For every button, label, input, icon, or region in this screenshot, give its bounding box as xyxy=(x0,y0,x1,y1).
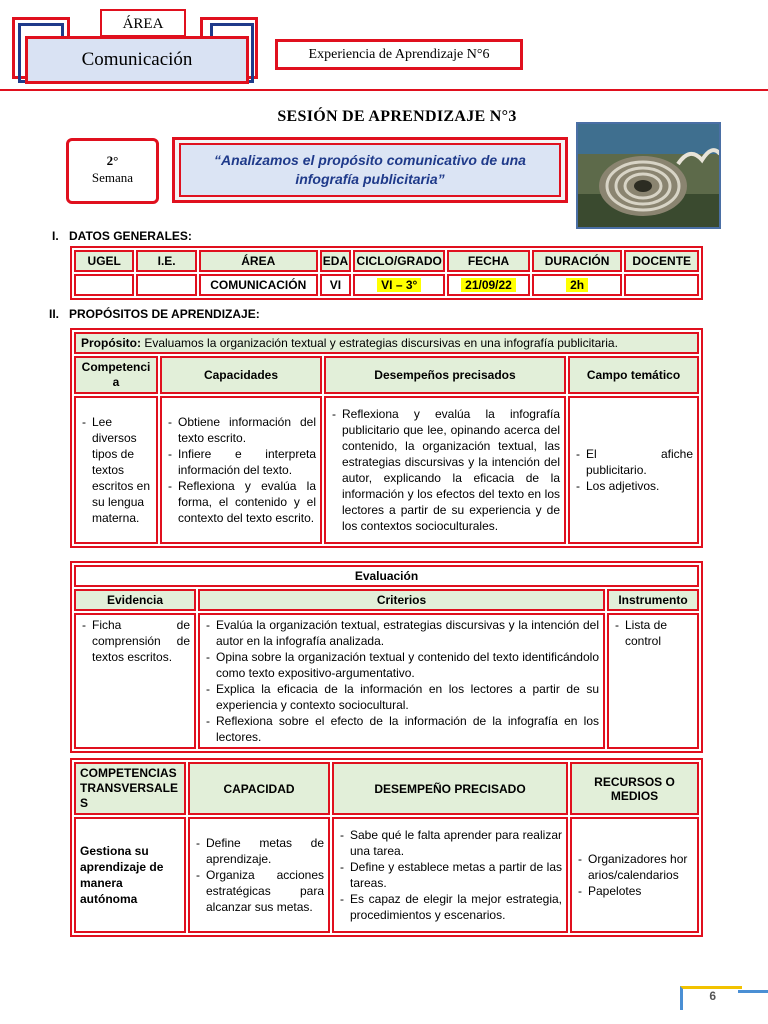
header-cell xyxy=(74,762,186,815)
list-item: - Sabe qué le falta aprender para realizar una tarea. xyxy=(338,827,562,859)
table-header-row xyxy=(74,250,699,272)
infographic-image xyxy=(576,122,721,229)
header-cell: ÁREA xyxy=(199,250,318,272)
table-row xyxy=(74,817,699,933)
area-name: Comunicación xyxy=(25,36,249,84)
header-text: Competencia xyxy=(81,360,151,389)
ugel-value xyxy=(74,274,134,296)
list-item: - Explica la eficacia de la información en los lectores a partir de su experiencia y contexto sociocultural. xyxy=(204,681,599,713)
header-divider xyxy=(0,89,768,91)
list-item: - Es capaz de elegir la mejor estrategia, procedimientos y escenarios. xyxy=(338,891,562,923)
header-cell: Criterios xyxy=(198,589,605,611)
header-cell: UGEL xyxy=(74,250,134,272)
list-item: - Define metas de aprendizaje. xyxy=(194,835,324,867)
purpose-label: Propósito: xyxy=(81,336,141,350)
header-cell: Instrumento xyxy=(607,589,699,611)
capacidades-cell xyxy=(160,396,322,544)
table-header-row xyxy=(74,762,699,815)
header-cell: DESEMPEÑO PRECISADO xyxy=(332,762,568,815)
table-row xyxy=(74,274,699,296)
recursos-cell xyxy=(570,817,699,933)
header-cell: CAPACIDAD xyxy=(188,762,330,815)
section-title: DATOS GENERALES: xyxy=(69,229,192,243)
teacher-value xyxy=(624,274,699,296)
purposes-table xyxy=(70,328,703,548)
purpose-cell xyxy=(74,332,699,354)
section-number: I. xyxy=(52,229,59,243)
week-box xyxy=(66,138,159,204)
area-value-text: COMUNICACIÓN xyxy=(210,278,307,292)
eda-value xyxy=(320,274,352,296)
footer-corner-decor xyxy=(738,990,768,1010)
list-item: - Organizadores horarios/calendarios xyxy=(576,851,693,883)
grade-value xyxy=(353,274,445,296)
eda-value-text: VI xyxy=(329,278,342,292)
spiral-picture-icon xyxy=(578,124,721,229)
header-cell: Campo temático xyxy=(568,356,699,394)
area-label: ÁREA xyxy=(100,9,186,37)
header-cell: FECHA xyxy=(447,250,530,272)
capacidad-cell xyxy=(188,817,330,933)
competencia-cell xyxy=(74,396,158,544)
header-cell: RECURSOS O MEDIOS xyxy=(570,762,699,815)
header-cell: DURACIÓN xyxy=(532,250,623,272)
list-item: - Reflexiona y evalúa la forma, el contenido y el contexto del texto escrito. xyxy=(166,478,316,526)
list-item: - Define y establece metas a partir de las tareas. xyxy=(338,859,562,891)
purpose-row xyxy=(74,332,699,354)
general-data-table xyxy=(70,246,703,300)
list-item: - Obtiene información del texto escrito. xyxy=(166,414,316,446)
list-item: - Lista de control xyxy=(613,617,693,649)
evidencia-cell xyxy=(74,613,196,749)
date-value xyxy=(447,274,530,296)
list-item: - Los adjetivos. xyxy=(574,478,693,494)
header-text: COMPETENCIAS TRANSVERSALES xyxy=(80,766,179,810)
section-title: PROPÓSITOS DE APRENDIZAJE: xyxy=(69,307,260,321)
header-cell: CICLO/GRADO xyxy=(353,250,445,272)
date-value-text: 21/09/22 xyxy=(461,278,516,292)
table-header-row xyxy=(74,356,699,394)
list-item: - Papelotes xyxy=(576,883,693,899)
evaluation-table xyxy=(70,561,703,753)
table-header-row xyxy=(74,589,699,611)
purpose-text: Evaluamos la organización textual y estrategias discursivas en una infografía publicitaria. xyxy=(141,336,618,350)
session-topic: “Analizamos el propósito comunicativo de una infografía publicitaria” xyxy=(179,143,561,197)
session-title: SESIÓN DE APRENDIZAJE N°3 xyxy=(277,108,517,125)
transversal-table xyxy=(70,758,703,937)
instrumento-cell xyxy=(607,613,699,749)
duration-value xyxy=(532,274,623,296)
table-row xyxy=(74,396,699,544)
ie-value xyxy=(136,274,196,296)
desempenos-cell xyxy=(324,396,566,544)
evaluation-title-row xyxy=(74,565,699,587)
header-cell: DOCENTE xyxy=(624,250,699,272)
section-number: II. xyxy=(49,307,60,321)
evaluation-title: Evaluación xyxy=(74,565,699,587)
header-cell: I.E. xyxy=(136,250,196,272)
header-cell xyxy=(74,356,158,394)
list-item: - Evalúa la organización textual, estrategias discursivas y la intención del autor en la infografía analizada. xyxy=(204,617,599,649)
desempeno-cell xyxy=(332,817,568,933)
competencia-transversal-cell: Gestiona su aprendizaje de manera autónoma xyxy=(74,817,186,933)
week-number: 2° xyxy=(106,153,119,168)
table-row xyxy=(74,613,699,749)
page-number: 6 xyxy=(709,989,716,1003)
section-general-heading xyxy=(52,229,192,243)
duration-value-text: 2h xyxy=(566,278,588,292)
header-cell: Evidencia xyxy=(74,589,196,611)
list-item: - Infiere e interpreta información del texto. xyxy=(166,446,316,478)
section-purposes-heading xyxy=(49,307,260,321)
week-label: Semana xyxy=(91,170,134,185)
campo-cell xyxy=(568,396,699,544)
list-item: - Reflexiona y evalúa la infografía publicitario que lee, opinando acerca del contenido, la organización textual, las estrategias discursivas y la intención del autor, explicando la eficacia de la información y los efectos del texto en los lectores a partir de su experiencia y de los contextos socioculturales. xyxy=(330,406,560,534)
header-cell: EDA xyxy=(320,250,352,272)
list-item: - El afiche publicitario. xyxy=(574,446,693,478)
list-item: - Lee diversos tipos de textos escritos en su lengua materna. xyxy=(80,414,152,526)
criterios-cell xyxy=(198,613,605,749)
list-item: - Reflexiona sobre el efecto de la información de la infografía en los lectores. xyxy=(204,713,599,745)
header-cell: Capacidades xyxy=(160,356,322,394)
header-cell: Desempeños precisados xyxy=(324,356,566,394)
list-item: - Opina sobre la organización textual y contenido del texto identificándolo como texto expositivo-argumentativo. xyxy=(204,649,599,681)
list-item: - Ficha de comprensión de textos escritos. xyxy=(80,617,190,665)
grade-value-text: VI – 3° xyxy=(377,278,421,292)
experience-label: Experiencia de Aprendizaje N°6 xyxy=(275,39,523,70)
list-item: - Organiza acciones estratégicas para alcanzar sus metas. xyxy=(194,867,324,915)
area-value xyxy=(199,274,318,296)
